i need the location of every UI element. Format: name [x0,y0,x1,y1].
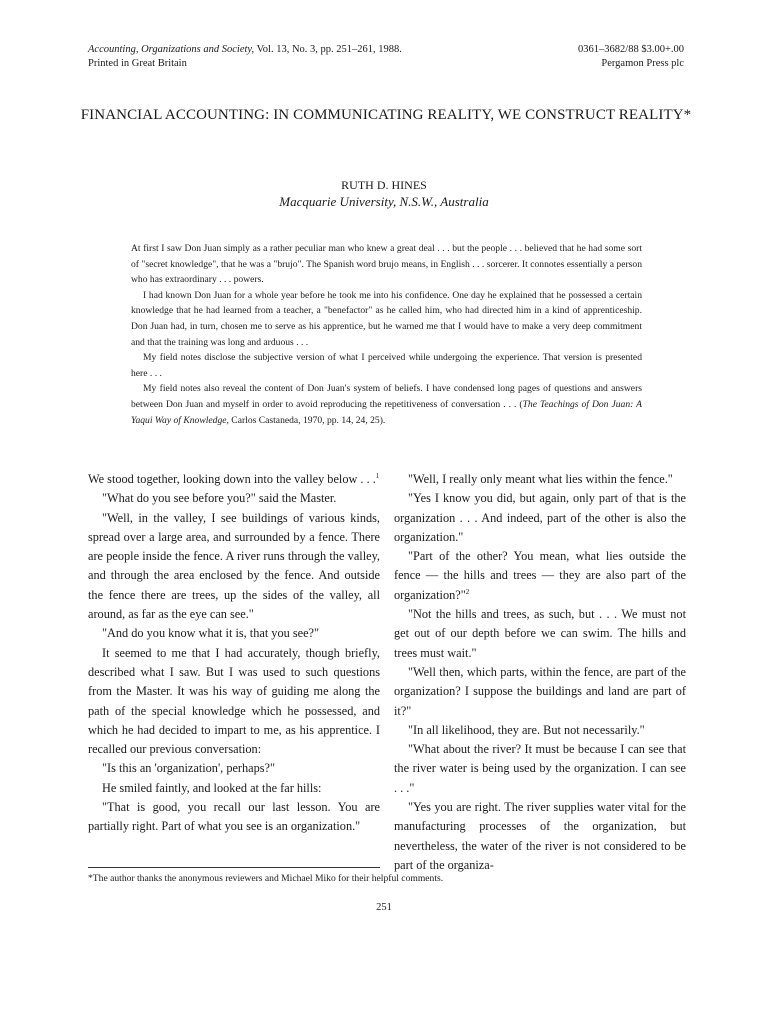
paragraph: "That is good, you recall our last lesson. You are partially right. Part of what you see is an organization." [88,800,380,834]
body-column-left [88,470,380,837]
journal-citation [88,43,402,57]
footnote-rule [88,867,380,868]
paragraph: "And do you know what it is, that you see?" [102,626,320,641]
paragraph: "Well, I really only meant what lies within the fence." [408,472,673,486]
paragraph: "Well, in the valley, I see buildings of various kinds, spread over a large area, and surrounded by a fence. There are people inside the fence. A river runs through the valley, and through the area enclosed by the fence. And outside the fence there are trees, up the sides of the valley, all around, as far as the eye can see." [88,510,380,622]
volume-pages: Vol. 13, No. 3, pp. 251–261, 1988. [254,44,402,55]
author-name: RUTH D. HINES [341,178,427,192]
epigraph-paragraph: My field notes disclose the subjective version of what I perceived while undergoing the experience. That version is presented here . . . [131,352,642,379]
publisher: Pergamon Press plc [601,58,684,69]
journal-name: Accounting, Organizations and Society, [88,44,255,55]
article-title: FINANCIAL ACCOUNTING: IN COMMUNICATING REALITY, WE CONSTRUCT REALITY* [80,107,692,123]
footnote: *The author thanks the anonymous reviewers and Michael Miko for their helpful comments. [88,873,444,884]
epigraph-paragraph: I had known Don Juan for a whole year before he took me into his confidence. One day he explained that he possessed a certain knowledge that he had learned from a teacher, a "benefactor" as he called him, who had directed him in a kind of apprenticeship. Don Juan had, in turn, chosen me to serve as his apprentice, but he warned me that I would have to make a very deep commitment and that the training was long and arduous . . . [131,289,642,348]
paragraph: It seemed to me that I had accurately, though briefly, described what I saw. But I was used to such questions from the Master. It was his way of guiding me along the path of the special knowledge which he possessed, and which he had decided to impart to me, as his apprentice. I recalled our previous conversation: [88,645,380,757]
book-citation: Carlos Castaneda, 1970, pp. 14, 24, 25). [228,414,386,426]
paragraph-text: We stood together, looking down into the valley below . . . [88,472,376,486]
paragraph: "What about the river? It must be because I can see that the river water is being used by the organization. I can see . . ." [394,742,686,795]
running-header-left [88,43,402,71]
paragraph [88,470,380,489]
running-header-right [578,43,684,71]
paragraph: "Yes I know you did, but again, only part of that is the organization . . . And indeed, part of the other is also the organization." [394,491,686,544]
footnote-marker: 2 [465,587,470,596]
epigraph [131,241,642,428]
issn-price: 0361–3682/88 $3.00+.00 [578,44,684,55]
paragraph: "What do you see before you?" said the Master. [102,491,337,506]
paragraph: "In all likelihood, they are. But not necessarily." [408,722,645,737]
paragraph-text: "Part of the other? You mean, what lies outside the fence — the hills and trees — they are also part of the organization?" [394,549,686,602]
footnote-marker: 1 [375,471,380,480]
page-number: 251 [376,902,392,913]
epigraph-text: My field notes also reveal the content of Don Juan's system of beliefs. I have condensed long pages of questions and answers between Don Juan and myself in order to avoid reproducing the repetitiveness of conversation . . . ( [131,383,642,410]
paragraph: "Not the hills and trees, as such, but . . . We must not get out of our depth before we can swim. The hills and trees must wait." [394,607,686,660]
printed-in: Printed in Great Britain [88,58,187,69]
book-title: The Teachings of Don Juan: A Yaqui Way of Knowledge, [131,398,642,426]
paragraph: He smiled faintly, and looked at the far hills: [102,780,322,795]
body-column-right [394,470,686,875]
author-affiliation: Macquarie University, N.S.W., Australia [279,194,489,209]
epigraph-paragraph [131,381,642,428]
paragraph: "Yes you are right. The river supplies water vital for the manufacturing processes of the organization, but nevertheless, the water of the river is not considered to be part of the organiza- [394,800,686,872]
paragraph: "Well then, which parts, within the fence, are part of the organization? I suppose the buildings and land are part of it?" [394,664,686,718]
paragraph [394,547,686,605]
epigraph-paragraph: At first I saw Don Juan simply as a rather peculiar man who knew a great deal . . . but the people . . . believed that he had some sort of "secret knowledge", that he was a "brujo". The Spanish word brujo means, in English . . . sorcerer. It connotes essentially a person who has extraordinary . . . powers. [131,243,642,286]
paragraph: "Is this an 'organization', perhaps?" [102,761,276,776]
